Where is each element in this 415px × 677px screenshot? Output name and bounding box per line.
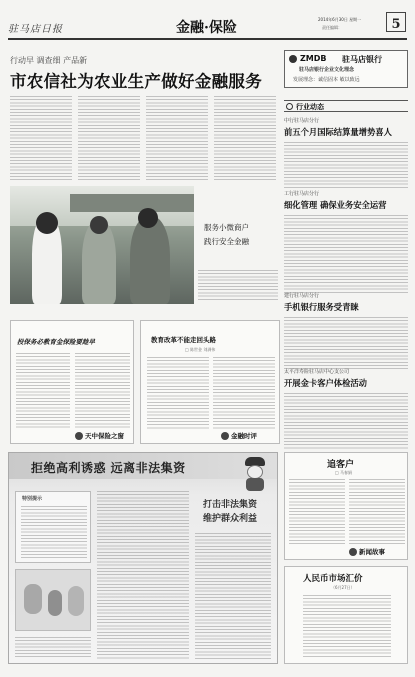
market-box bbox=[284, 566, 408, 664]
banner-sub-2: 维护群众利益 bbox=[203, 514, 258, 524]
anti-fraud-banner bbox=[8, 452, 278, 664]
reform-box bbox=[140, 320, 280, 444]
cartoon-figure-1 bbox=[24, 584, 42, 614]
section-header: 行业动态 bbox=[296, 102, 324, 111]
photo-person-1-hair bbox=[36, 212, 58, 234]
tip-label: 特别提示 bbox=[22, 496, 43, 502]
masthead bbox=[8, 8, 407, 46]
insurance-box bbox=[10, 320, 134, 444]
reform-body-1 bbox=[147, 357, 209, 429]
tag-label: 新闻故事 bbox=[359, 548, 385, 556]
cartoon-figure-3 bbox=[68, 586, 84, 616]
story-branch: 建行驻马店分行 bbox=[284, 293, 320, 299]
story-body bbox=[284, 142, 408, 190]
bank-slogan-1: 驻马店银行企业文化理念 bbox=[299, 67, 355, 73]
photo-caption-2: 践行安全金融 bbox=[204, 237, 249, 246]
police-mascot bbox=[241, 457, 269, 491]
bank-box bbox=[284, 50, 408, 88]
story-2 bbox=[284, 190, 408, 293]
tag-icon bbox=[221, 432, 229, 440]
photo-person-3-head bbox=[138, 208, 158, 228]
market-table bbox=[303, 595, 391, 659]
mascot-body bbox=[246, 478, 264, 491]
story-body bbox=[284, 317, 408, 369]
market-title: 人民币市场汇价 bbox=[303, 574, 363, 584]
column-tag-story bbox=[349, 547, 407, 557]
insurance-body-1 bbox=[16, 353, 70, 429]
column-tag-reform bbox=[221, 431, 277, 441]
insurance-headline: 投保务必教育金保险要趁早 bbox=[17, 338, 95, 346]
chase-box bbox=[284, 452, 408, 560]
story-4 bbox=[284, 368, 408, 449]
banner-note bbox=[15, 637, 91, 659]
photo-story bbox=[8, 186, 280, 316]
bank-name: 驻马店银行 bbox=[342, 54, 382, 64]
reform-byline: □ 陈世金 刘满伟 bbox=[185, 347, 216, 352]
issue-date: 2014年6月30日 星期一 bbox=[318, 17, 362, 22]
story-headline: 细化管理 确保业务安全运营 bbox=[284, 200, 387, 210]
mascot-face bbox=[247, 465, 263, 479]
lead-story bbox=[8, 50, 280, 184]
banner-body-2 bbox=[195, 533, 271, 659]
lead-body-col-3 bbox=[146, 96, 208, 180]
story-headline: 前五个月国际结算量增势喜人 bbox=[284, 127, 392, 137]
story-1 bbox=[284, 117, 408, 190]
bank-logo bbox=[289, 55, 297, 63]
column-tag-insurance bbox=[75, 431, 133, 441]
story-branch: 中行驻马店分行 bbox=[284, 118, 320, 124]
chase-byline: □ 马春娟 bbox=[335, 470, 353, 475]
market-subtitle: （6月27日） bbox=[331, 585, 355, 590]
story-branch: 工行驻马店分行 bbox=[284, 191, 320, 197]
lead-body-col-4 bbox=[214, 96, 276, 180]
story-body bbox=[284, 393, 408, 449]
banner-tip-box bbox=[15, 491, 91, 563]
chase-headline: 追客户 bbox=[327, 460, 355, 470]
bank-slogan-2: 发展理念：诚信固本 敏以致远 bbox=[293, 77, 360, 83]
reform-headline: 教育改革不能走回头路 bbox=[151, 336, 216, 344]
story-branch: 太平洋寿险驻马店中心支公司 bbox=[284, 369, 350, 375]
photo-caption-body bbox=[198, 270, 278, 302]
chase-body-1 bbox=[289, 479, 345, 545]
cartoon-figure-2 bbox=[48, 590, 62, 616]
lead-body-col-2 bbox=[78, 96, 140, 180]
photo-person-2-head bbox=[90, 216, 108, 234]
tip-body bbox=[21, 506, 87, 560]
tag-icon bbox=[349, 548, 357, 556]
reform-body-2 bbox=[213, 357, 275, 429]
tag-icon bbox=[75, 432, 83, 440]
section-name: 金融·保险 bbox=[176, 20, 237, 36]
news-icon bbox=[286, 103, 293, 110]
banner-body-1 bbox=[97, 491, 189, 659]
banner-sub-1: 打击非法集资 bbox=[203, 500, 258, 510]
insurance-body-2 bbox=[75, 353, 130, 429]
industry-news bbox=[284, 92, 408, 442]
page-number-box bbox=[386, 12, 406, 32]
photo-caption-1: 服务小微商户 bbox=[204, 223, 249, 232]
section-header-box bbox=[284, 100, 408, 112]
paper-name: 驻马店日报 bbox=[8, 24, 63, 35]
bank-logo-text: ZMDB bbox=[300, 54, 327, 63]
photo-person-3 bbox=[130, 216, 170, 304]
chase-body-2 bbox=[349, 479, 405, 545]
masthead-rule bbox=[8, 38, 407, 40]
tag-label: 金融时评 bbox=[231, 432, 257, 440]
lead-body-col-1 bbox=[10, 96, 72, 180]
lead-headline: 市农信社为农业生产做好金融服务 bbox=[10, 72, 262, 91]
photo-awning bbox=[70, 194, 194, 212]
page-number: 5 bbox=[391, 17, 401, 32]
lead-kicker: 行动早 调查细 产品新 bbox=[10, 56, 88, 65]
editor-line: 责任编辑： bbox=[322, 25, 342, 30]
story-headline: 手机银行服务受青睐 bbox=[284, 302, 359, 312]
story-body bbox=[284, 215, 408, 293]
story-headline: 开展金卡客户体检活动 bbox=[284, 378, 367, 388]
story-3 bbox=[284, 292, 408, 369]
tag-label: 天中保险之窗 bbox=[85, 432, 124, 440]
banner-cartoon bbox=[15, 569, 91, 631]
news-photo bbox=[10, 186, 194, 304]
banner-slogan: 拒绝高利诱惑 远离非法集资 bbox=[31, 461, 186, 475]
